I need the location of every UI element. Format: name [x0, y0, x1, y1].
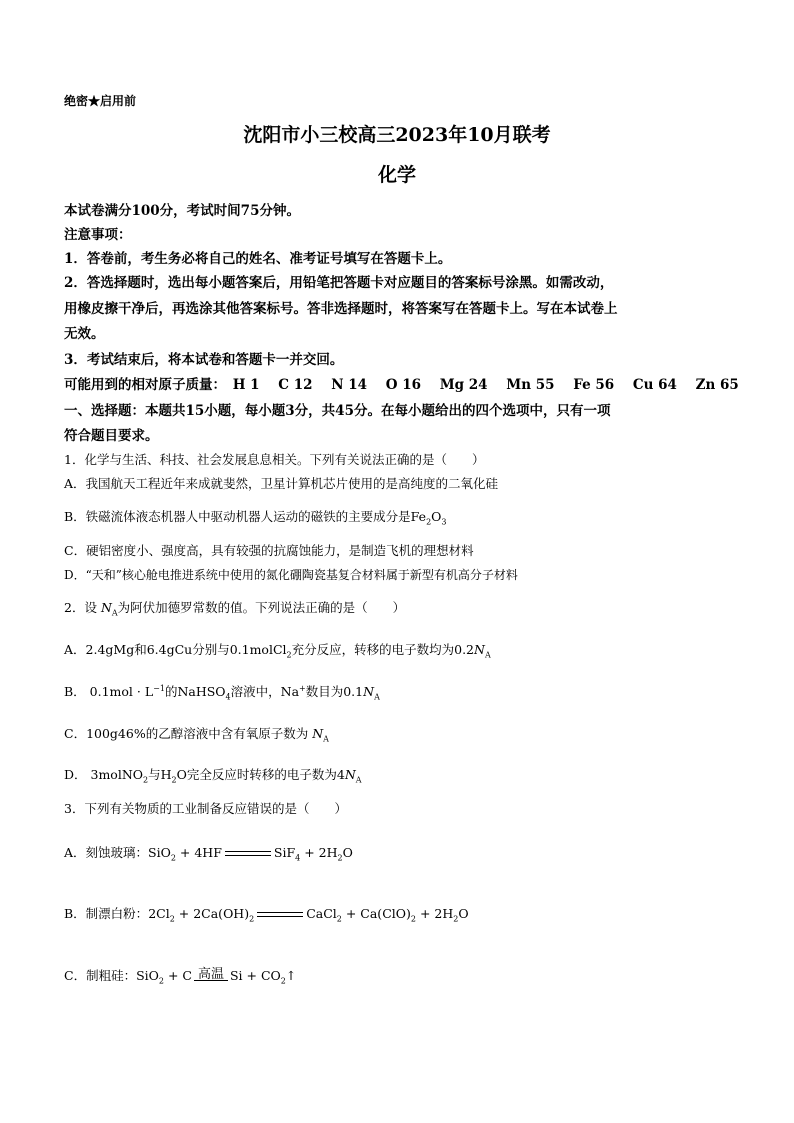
q2-option-a: A．2.4gMg和6.4gCu分别与0.1molCl$_2$充分反应，转移的电子数均为$0.2N_A$: [64, 642, 491, 660]
condition-high-temp: 高温: [197, 966, 224, 982]
q2-option-b: B． $0.1mol \cdot L^{-1}$的NaHSO$_4$溶液中，Na+数目为$0.1N_A$: [64, 683, 380, 702]
atom-h: H 1: [232, 377, 260, 393]
q1-option-a: A．我国航天工程近年来成就斐然，卫星计算机芯片使用的是高纯度的二氧化硅: [64, 476, 499, 491]
note-2-line-3: 无效。: [64, 326, 105, 342]
atom-mn: Mn 55: [506, 377, 555, 393]
note-2-line-1: 2．答选择题时，选出每小题答案后，用铅笔把答题卡对应题目的答案标号涂黑。如需改动，: [64, 275, 614, 291]
q3-option-c: C．制粗硅：SiO$_2$ + C 高温 $Si + CO_2↑$: [64, 966, 296, 986]
q1-stem: 1．化学与生活、科技、社会发展息息相关。下列有关说法正确的是（ ）: [64, 452, 485, 467]
q1-option-c: C．硬铝密度小、强度高，具有较强的抗腐蚀能力，是制造飞机的理想材料: [64, 543, 474, 558]
q1-option-d: D．“天和”核心舱电推进系统中使用的氮化硼陶瓷基复合材料属于新型有机高分子材料: [64, 568, 518, 582]
q3-option-b: B．制漂白粉：$2Cl_2 + 2Ca(OH)_2$ CaCl$_2$ + $Ca(ClO)_2 + 2H_2O$: [64, 906, 469, 924]
equation-arrow: [225, 851, 271, 857]
q2-option-c: C．100g46%的乙醇溶液中含有氧原子数为 $N_A$: [64, 726, 329, 744]
atomic-masses-label: 可能用到的相对原子质量：: [64, 377, 226, 393]
q3-stem: 3．下列有关物质的工业制备反应错误的是（ ）: [64, 801, 347, 816]
section-1-heading-line-1: 一、选择题：本题共15小题，每小题3分，共45分。在每小题给出的四个选项中，只有一项: [64, 403, 611, 419]
subject-title: 化学: [377, 164, 416, 186]
q3-option-a: A．刻蚀玻璃：SiO$_2$ + 4HF $SiF_4 + 2H_2O$: [64, 845, 353, 863]
notes-heading: 注意事项：: [64, 227, 132, 243]
atom-o: O 16: [385, 377, 421, 393]
q1-option-b: B．铁磁流体液态机器人中驱动机器人运动的磁铁的主要成分是$Fe_2O_3$: [64, 509, 447, 527]
atomic-masses: [64, 373, 753, 393]
atom-mg: Mg 24: [439, 377, 488, 393]
section-1-heading-line-2: 符合题目要求。: [64, 428, 159, 444]
note-1: 1．答卷前，考生务必将自己的姓名、准考证号填写在答题卡上。: [64, 251, 452, 267]
q2-stem: 2．设 $N_A$为阿伏加德罗常数的值。下列说法正确的是（ ）: [64, 600, 406, 618]
exam-title: 沈阳市小三校高三2023年10月联考: [243, 124, 551, 146]
note-2-line-2: 用橡皮擦干净后，再选涂其他答案标号。答非选择题时，将答案写在答题卡上。写在本试卷上: [64, 301, 618, 317]
atom-c: C 12: [278, 377, 313, 393]
atom-cu: Cu 64: [632, 377, 677, 393]
q2-option-d: D． 3molNO$_2$与$H_2O$完全反应时转移的电子数为$4N_A$: [64, 767, 362, 785]
atom-zn: Zn 65: [695, 377, 739, 393]
atom-n: N 14: [331, 377, 368, 393]
confidential-label: 绝密★启用前: [64, 94, 137, 108]
score-time-note: 本试卷满分100分，考试时间75分钟。: [64, 203, 300, 219]
equation-arrow: [257, 912, 303, 918]
reaction-condition: [194, 966, 228, 986]
note-3: 3．考试结束后，将本试卷和答题卡一并交回。: [64, 352, 344, 368]
atom-fe: Fe 56: [573, 377, 615, 393]
